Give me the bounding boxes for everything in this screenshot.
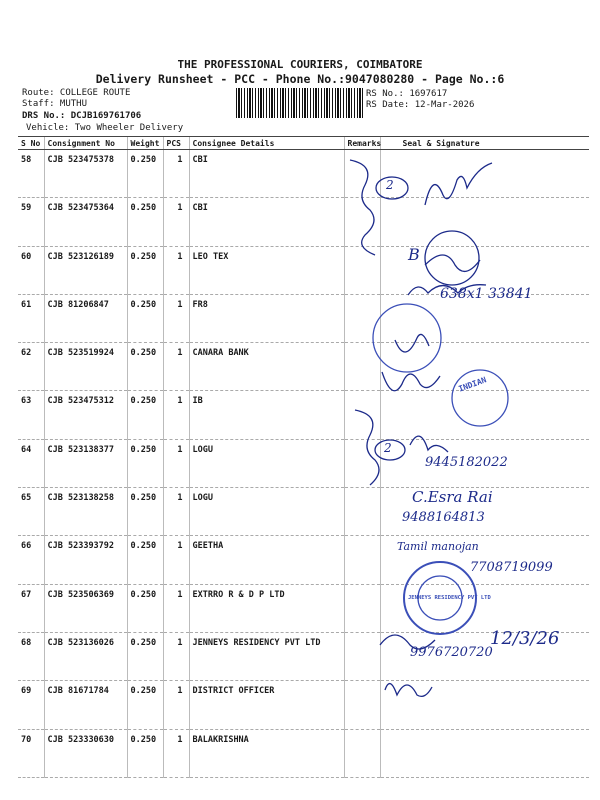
cell-pcs: 1 xyxy=(163,632,189,680)
cell-sno: 67 xyxy=(18,584,44,632)
col-consignee: Consignee Details xyxy=(189,137,344,150)
signature-leotex xyxy=(425,255,480,271)
cell-consignee: CANARA BANK xyxy=(189,343,344,391)
col-seal-signature: Seal & Signature xyxy=(380,137,589,150)
cell-consignment: CJB 523138377 xyxy=(44,439,127,487)
cell-sno: 58 xyxy=(18,150,44,198)
cell-weight: 0.250 xyxy=(127,681,163,729)
cell-sno: 61 xyxy=(18,294,44,342)
remark-note-1: 2 xyxy=(386,178,394,192)
cell-sno: 68 xyxy=(18,632,44,680)
cell-pcs: 1 xyxy=(163,150,189,198)
handwritten-date: 12/3/26 xyxy=(490,628,560,649)
cell-consignee: CBI xyxy=(189,150,344,198)
cell-consignment: CJB 523126189 xyxy=(44,246,127,294)
cell-weight: 0.250 xyxy=(127,391,163,439)
cell-consignee: JENNEYS RESIDENCY PVT LTD xyxy=(189,632,344,680)
remark-brace-1 xyxy=(350,160,375,255)
cell-weight: 0.250 xyxy=(127,729,163,777)
cell-pcs: 1 xyxy=(163,681,189,729)
col-consignment: Consignment No xyxy=(44,137,127,150)
cell-pcs: 1 xyxy=(163,729,189,777)
cell-pcs: 1 xyxy=(163,294,189,342)
cell-consignment: CJB 81671784 xyxy=(44,681,127,729)
cell-weight: 0.250 xyxy=(127,439,163,487)
cell-consignee: BALAKRISHNA xyxy=(189,729,344,777)
company-title: THE PROFESSIONAL COURIERS, COIMBATORE xyxy=(177,58,423,71)
handwritten-phone-2: 9445182022 xyxy=(425,455,508,470)
cell-consignment: CJB 523136026 xyxy=(44,632,127,680)
cell-consignment: CJB 523506369 xyxy=(44,584,127,632)
cell-weight: 0.250 xyxy=(127,246,163,294)
handwritten-name-1: C.Esra Rai xyxy=(412,488,493,506)
cell-consignment: CJB 523393792 xyxy=(44,536,127,584)
cell-pcs: 1 xyxy=(163,391,189,439)
cell-consignee: FR8 xyxy=(189,294,344,342)
rs-number: RS No.: 1697617 xyxy=(366,89,448,99)
cell-weight: 0.250 xyxy=(127,632,163,680)
b-mark: B xyxy=(408,245,420,264)
cell-sno: 70 xyxy=(18,729,44,777)
cell-sno: 64 xyxy=(18,439,44,487)
cell-pcs: 1 xyxy=(163,246,189,294)
cell-consignee: EXTRRO R & D P LTD xyxy=(189,584,344,632)
cell-consignment: CJB 523475312 xyxy=(44,391,127,439)
cell-consignment: CJB 523138258 xyxy=(44,488,127,536)
cell-pcs: 1 xyxy=(163,488,189,536)
remark-note-2: 2 xyxy=(384,441,392,455)
signature-canara xyxy=(395,334,429,352)
handwritten-name-2: Tamil manojan xyxy=(397,540,479,553)
handwritten-phone-1: 638x1 33841 xyxy=(440,286,533,302)
cell-pcs: 1 xyxy=(163,584,189,632)
cell-sno: 69 xyxy=(18,681,44,729)
col-sno: S No xyxy=(18,137,44,150)
stamp-indian-text: INDIAN xyxy=(457,375,488,394)
cell-consignee: GEETHA xyxy=(189,536,344,584)
cell-consignment: CJB 523330630 xyxy=(44,729,127,777)
handwritten-phone-5: 9976720720 xyxy=(410,645,493,660)
stamp-circle-canara xyxy=(373,304,441,372)
staff-label: Staff: MUTHU xyxy=(22,99,88,109)
signature-ib xyxy=(382,372,440,391)
cell-consignment: CJB 81206847 xyxy=(44,294,127,342)
cell-consignee: CBI xyxy=(189,198,344,246)
signature-bala xyxy=(385,684,432,697)
cell-consignment: CJB 523475364 xyxy=(44,198,127,246)
runsheet-subtitle: Delivery Runsheet - PCC - Phone No.:9047080280 - Page No.:6 xyxy=(95,72,505,86)
col-weight: Weight xyxy=(127,137,163,150)
cell-sno: 59 xyxy=(18,198,44,246)
signature-1 xyxy=(425,163,492,205)
cell-pcs: 1 xyxy=(163,439,189,487)
col-remarks: Remarks xyxy=(344,137,380,150)
cell-weight: 0.250 xyxy=(127,343,163,391)
handwritten-phone-3: 9488164813 xyxy=(402,510,485,525)
vehicle-label: Vehicle: Two Wheeler Delivery xyxy=(26,123,184,133)
cell-consignment: CJB 523475378 xyxy=(44,150,127,198)
cell-sno: 62 xyxy=(18,343,44,391)
cell-sno: 63 xyxy=(18,391,44,439)
signature-logu xyxy=(410,436,448,452)
cell-weight: 0.250 xyxy=(127,536,163,584)
cell-weight: 0.250 xyxy=(127,150,163,198)
cell-consignee: LOGU xyxy=(189,488,344,536)
route-label: Route: COLLEGE ROUTE xyxy=(22,88,131,98)
cell-sno: 65 xyxy=(18,488,44,536)
cell-weight: 0.250 xyxy=(127,584,163,632)
cell-pcs: 1 xyxy=(163,536,189,584)
drs-number: DRS No.: DCJB169761706 xyxy=(22,111,142,121)
cell-consignee: DISTRICT OFFICER xyxy=(189,681,344,729)
handwritten-phone-4: 7708719099 xyxy=(470,560,553,575)
cell-consignment: CJB 523519924 xyxy=(44,343,127,391)
cell-pcs: 1 xyxy=(163,343,189,391)
stamp-jenneys-text: JENNEYS RESIDENCY PVT LTD xyxy=(408,595,491,601)
cell-sno: 66 xyxy=(18,536,44,584)
cell-sno: 60 xyxy=(18,246,44,294)
cell-consignee: LEO TEX xyxy=(189,246,344,294)
cell-pcs: 1 xyxy=(163,198,189,246)
cell-weight: 0.250 xyxy=(127,294,163,342)
rs-date: RS Date: 12-Mar-2026 xyxy=(366,100,475,110)
cell-weight: 0.250 xyxy=(127,488,163,536)
cell-consignee: IB xyxy=(189,391,344,439)
cell-consignee: LOGU xyxy=(189,439,344,487)
cell-weight: 0.250 xyxy=(127,198,163,246)
col-pcs: PCS xyxy=(163,137,189,150)
